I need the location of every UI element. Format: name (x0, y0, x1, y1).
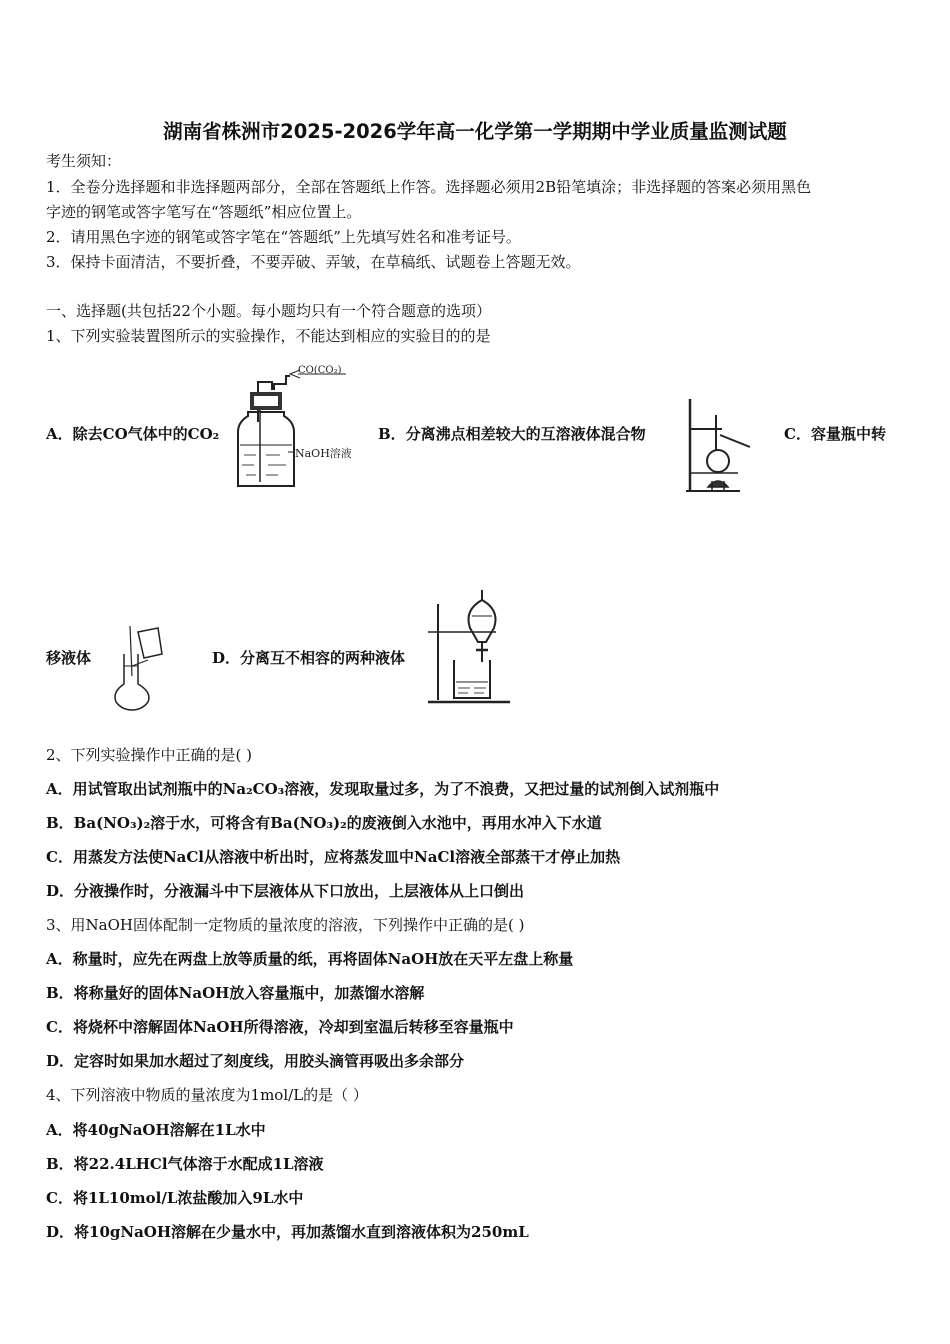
q1-stem: 1、下列实验装置图所示的实验操作，不能达到相应的实验目的的是 (46, 327, 491, 345)
q2-option-a: A．用试管取出试剂瓶中的Na₂CO₃溶液，发现取量过多，为了不浪费，又把过量的试剂倒入试剂瓶中 (46, 780, 720, 798)
figure-a-liquid-label: NaOH溶液 (295, 447, 352, 460)
notice-line-1a: 1．全卷分选择题和非选择题两部分，全部在答题纸上作答。选择题必须用2B铅笔填涂；非选择题的答案必须用黑色 (46, 178, 812, 196)
figure-a-gas-label: CO(CO₂) (298, 365, 342, 376)
volumetric-flask-figure (108, 624, 170, 714)
q4-stem: 4、下列溶液中物质的量浓度为1mol/L的是（ ） (46, 1086, 368, 1104)
q1-option-c-continued: 移液体 (46, 649, 92, 667)
notice-line-1b: 字迹的钢笔或答字笔写在“答题纸”相应位置上。 (46, 203, 362, 221)
distillation-apparatus-figure (682, 395, 754, 495)
notice-heading: 考生须知： (46, 152, 122, 170)
q2-option-d: D．分液操作时，分液漏斗中下层液体从下口放出，上层液体从上口倒出 (46, 882, 525, 900)
page-title: 湖南省株洲市2025-2026学年高一化学第一学期期中学业质量监测试题 (163, 120, 787, 143)
q1-option-d: D．分离互不相容的两种液体 (212, 649, 406, 667)
q3-option-b: B．将称量好的固体NaOH放入容量瓶中，加蒸馏水溶解 (46, 984, 425, 1002)
q4-option-a: A．将40gNaOH溶解在1L水中 (46, 1121, 266, 1139)
gas-washing-bottle-figure (228, 360, 378, 495)
q1-option-c: C．容量瓶中转 (784, 425, 886, 443)
q2-stem: 2、下列实验操作中正确的是( ) (46, 746, 253, 764)
q4-option-c: C．将1L10mol/L浓盐酸加入9L水中 (46, 1189, 304, 1207)
q4-option-b: B．将22.4LHCl气体溶于水配成1L溶液 (46, 1155, 324, 1173)
separatory-funnel-figure (426, 586, 518, 708)
q4-option-d: D．将10gNaOH溶解在少量水中，再加蒸馏水直到溶液体积为250mL (46, 1223, 529, 1241)
q1-option-a: A．除去CO气体中的CO₂ (46, 425, 220, 443)
q2-option-b: B．Ba(NO₃)₂溶于水，可将含有Ba(NO₃)₂的废液倒入水池中，再用水冲入下水道 (46, 814, 602, 832)
q3-option-d: D．定容时如果加水超过了刻度线，用胶头滴管再吸出多余部分 (46, 1052, 465, 1070)
notice-line-2: 2．请用黑色字迹的钢笔或答字笔在“答题纸”上先填写姓名和准考证号。 (46, 228, 521, 246)
q3-option-c: C．将烧杯中溶解固体NaOH所得溶液，冷却到室温后转移至容量瓶中 (46, 1018, 514, 1036)
q1-option-b: B．分离沸点相差较大的互溶液体混合物 (378, 425, 646, 443)
notice-line-3: 3．保持卡面清洁，不要折叠，不要弄破、弄皱，在草稿纸、试题卷上答题无效。 (46, 253, 581, 271)
q3-stem: 3、用NaOH固体配制一定物质的量浓度的溶液，下列操作中正确的是( ) (46, 916, 525, 934)
q2-option-c: C．用蒸发方法使NaCl从溶液中析出时，应将蒸发皿中NaCl溶液全部蒸干才停止加热 (46, 848, 621, 866)
q3-option-a: A．称量时，应先在两盘上放等质量的纸，再将固体NaOH放在天平左盘上称量 (46, 950, 574, 968)
section-heading: 一、选择题(共包括22个小题。每小题均只有一个符合题意的选项） (46, 302, 491, 320)
